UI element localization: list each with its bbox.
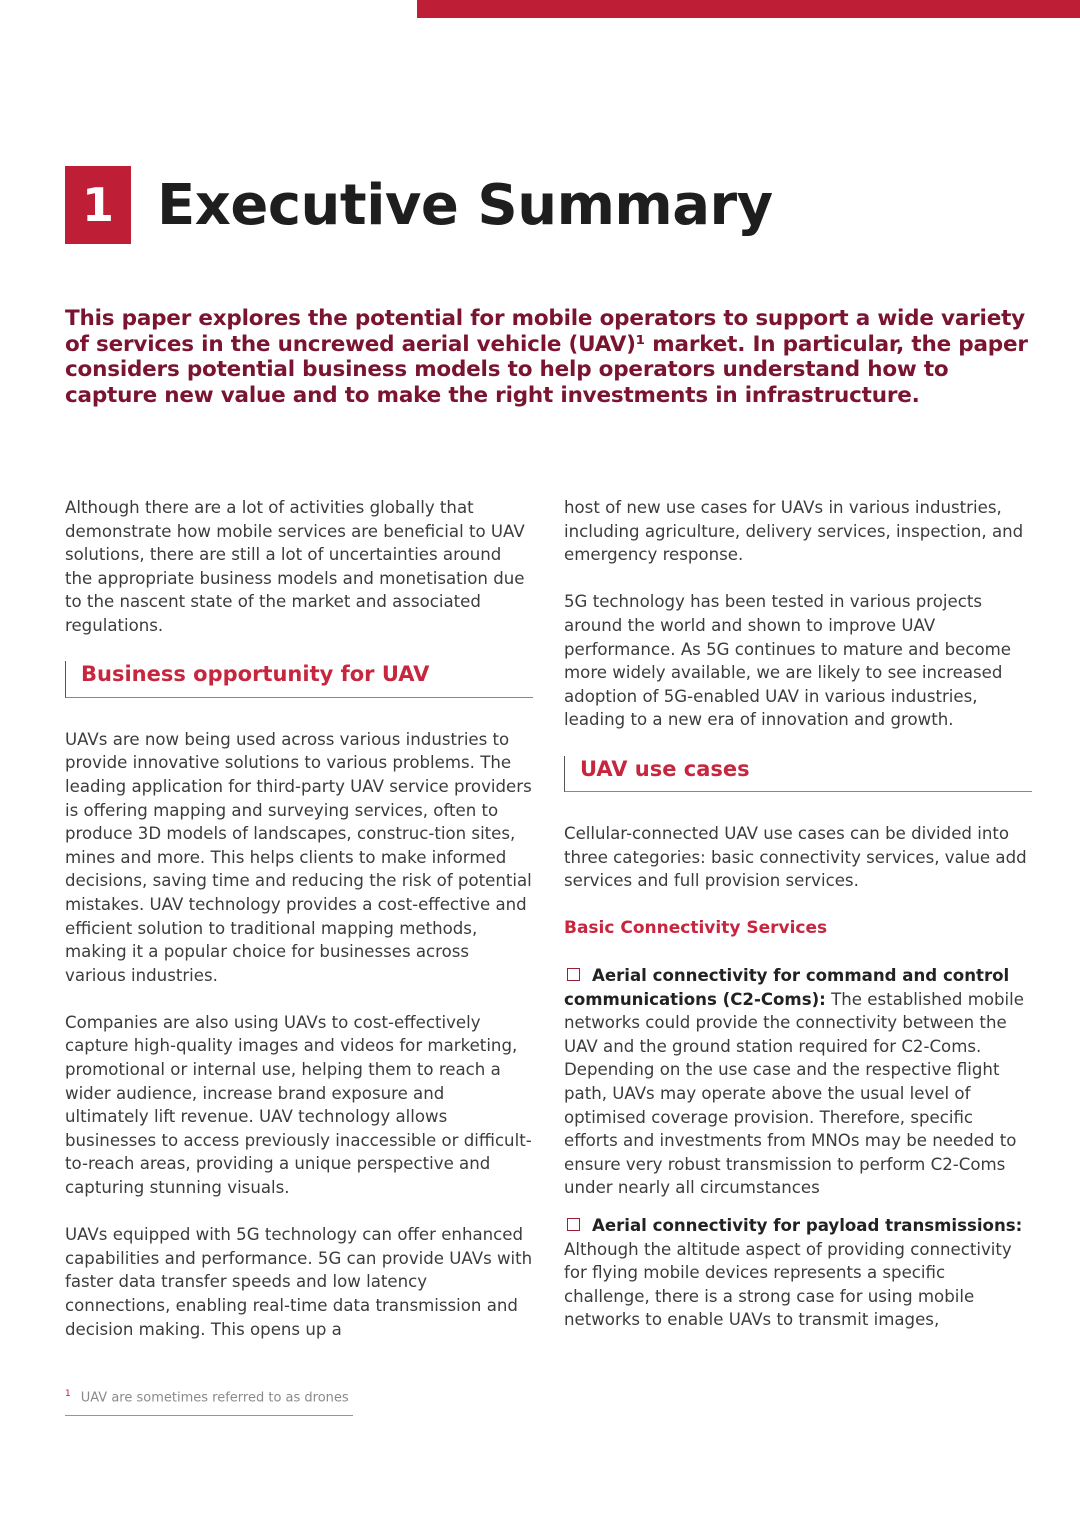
section-heading-business-opportunity: Business opportunity for UAV [65,661,533,698]
paragraph: Although there are a lot of activities globally that demonstrate how mobile services are beneficial to UAV solutions, there are still a lot of uncertainties around the appropriate business models and monetisation due to the nascent state of the market and associated regulations. [65,498,525,635]
page-title: Executive Summary [157,172,773,238]
paragraph: UAVs are now being used across various industries to provide innovative solutions to various problems. The leading application for third-party UAV service providers is offering mapping and surveying services, often to produce 3D models of landscapes, construc-tion sites, mines and more. This helps clients to make informed decisions, saving time and reducing the risk of potential mistakes. UAV technology provides a cost-effective and efficient solution to traditional mapping methods, making it a popular choice for businesses across various industries. [65,729,532,985]
bullet-title: Aerial connectivity for command and control communications (C2-Coms): [564,966,1010,1009]
bullet-text: Although the altitude aspect of providing connectivity for flying mobile devices represents a specific challenge, there is a strong case for using mobile networks to enable UAVs to transmit images, [564,1239,1012,1330]
chapter-header [65,166,773,244]
square-bullet-icon [567,1218,580,1231]
paragraph: UAVs equipped with 5G technology can offer enhanced capabilities and performance. 5G can provide UAVs with faster data transfer speeds and low latency connections, enabling real-time data transmission and decision making. This opens up a [65,1225,533,1339]
chapter-number-badge: 1 [65,166,131,244]
square-bullet-icon [567,968,580,981]
paragraph: Cellular-connected UAV use cases can be divided into three categories: basic connectivity services, value add services and full provision services. [564,824,1027,891]
bullet-item [564,1214,1032,1332]
paragraph: host of new use cases for UAVs in various industries, including agriculture, delivery services, inspection, and emergency response. [564,498,1024,565]
bullet-text: The established mobile networks could provide the connectivity between the UAV and the ground station required for C2-Coms. Depending on the use case and the respective flight path, UAVs may operate above the usual level of optimised coverage provision. Therefore, specific efforts and investments from MNOs may be needed to ensure very robust transmission to perform C2-Coms under nearly all circumstances [564,989,1024,1198]
paragraph: Companies are also using UAVs to cost-effectively capture high-quality images and videos for marketing, promotional or internal use, helping them to reach a wider audience, increase brand exposure and ultimately lift revenue. UAV technology allows businesses to access previously inaccessible or difficult-to-reach areas, providing a unique perspective and capturing stunning visuals. [65,1012,532,1198]
footnote-text: UAV are sometimes referred to as drones [80,1390,349,1406]
paragraph: 5G technology has been tested in various projects around the world and shown to improve UAV performance. As 5G continues to mature and become more widely available, we are likely to see increased adoption of 5G-enabled UAV in various industries, leading to a new era of innovation and growth. [564,592,1011,730]
subheading-basic-connectivity: Basic Connectivity Services [564,917,828,938]
top-accent-bar [417,0,1080,18]
section-heading-use-cases: UAV use cases [564,756,1032,793]
bullet-title: Aerial connectivity for payload transmissions: [592,1216,1023,1236]
intro-paragraph: This paper explores the potential for mobile operators to support a wide variety of services in the uncrewed aerial vehicle (UAV)¹ market. In particular, the paper considers potential business models to help operators understand how to capture new value and to make the right investments in infrastructure. [65,306,1028,408]
right-column [564,496,1032,1346]
left-column [65,496,533,1365]
footnote [65,1389,353,1416]
bullet-item [564,964,1032,1200]
footnote-marker: 1 [65,1389,71,1399]
